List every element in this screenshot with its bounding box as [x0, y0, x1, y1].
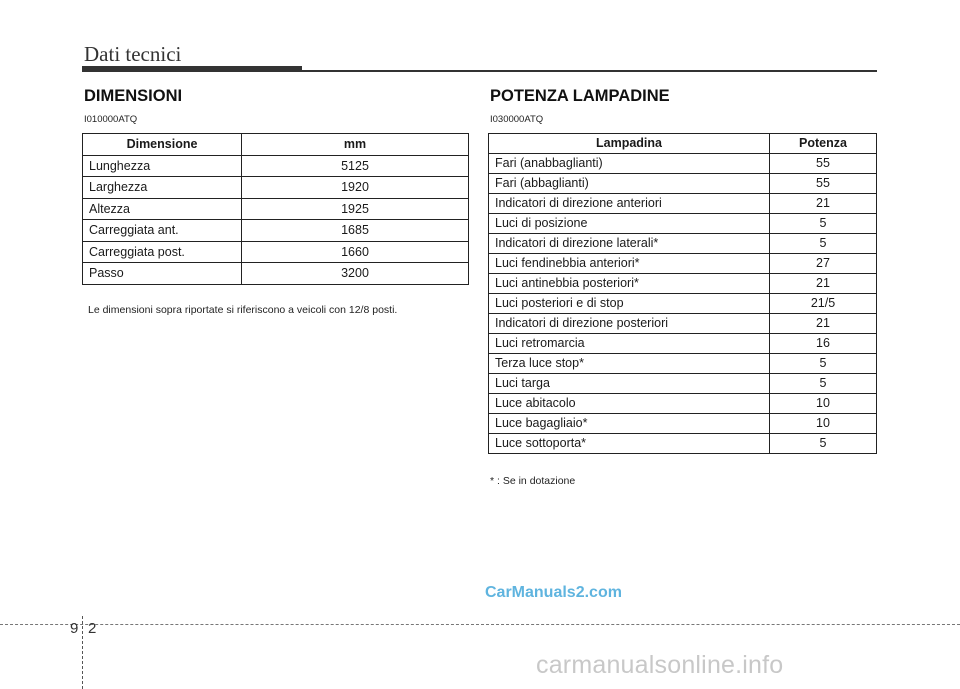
- table-row: [489, 194, 877, 214]
- page-header-title: Dati tecnici: [84, 42, 182, 66]
- dimension-value: 3200: [242, 263, 469, 285]
- bulb-power: 5: [770, 374, 877, 394]
- bulb-name: Fari (abbaglianti): [489, 174, 770, 194]
- table-row: [489, 234, 877, 254]
- table-row: [83, 198, 469, 220]
- table-row: [489, 334, 877, 354]
- bulb-name: Luci di posizione: [489, 214, 770, 234]
- dimension-value: 5125: [242, 155, 469, 177]
- bulb-name: Luci targa: [489, 374, 770, 394]
- bulbs-note: * : Se in dotazione: [490, 475, 576, 487]
- bulbs-title: POTENZA LAMPADINE: [490, 87, 670, 105]
- table-row: [83, 177, 469, 199]
- bulb-power: 5: [770, 354, 877, 374]
- bulb-name: Luci posteriori e di stop: [489, 294, 770, 314]
- dimension-name: Carreggiata post.: [83, 241, 242, 263]
- table-row: [489, 174, 877, 194]
- bulb-power: 5: [770, 234, 877, 254]
- bulb-power: 21: [770, 194, 877, 214]
- table-row: [83, 263, 469, 285]
- bulb-name: Luce sottoporta*: [489, 434, 770, 454]
- watermark-top[interactable]: CarManuals2.com: [485, 584, 622, 601]
- bulb-name: Luce bagagliaio*: [489, 414, 770, 434]
- bulb-power: 27: [770, 254, 877, 274]
- dimension-value: 1920: [242, 177, 469, 199]
- dimension-value: 1685: [242, 220, 469, 242]
- bulb-power: 16: [770, 334, 877, 354]
- column-header-mm: mm: [242, 134, 469, 156]
- table-row: [489, 294, 877, 314]
- bulbs-table: [488, 133, 877, 454]
- table-row: [489, 394, 877, 414]
- bulb-name: Luci antinebbia posteriori*: [489, 274, 770, 294]
- table-row: [489, 214, 877, 234]
- chapter-number: 9: [70, 620, 79, 637]
- bulb-name: Indicatori di direzione laterali*: [489, 234, 770, 254]
- dimension-name: Carreggiata ant.: [83, 220, 242, 242]
- dimensions-table: [82, 133, 469, 285]
- dimension-name: Passo: [83, 263, 242, 285]
- footer-vertical-line: [82, 616, 84, 689]
- bulb-name: Luci retromarcia: [489, 334, 770, 354]
- table-row: [489, 274, 877, 294]
- table-row: [489, 154, 877, 174]
- dimension-value: 1925: [242, 198, 469, 220]
- table-row: [489, 374, 877, 394]
- column-header-dimension: Dimensione: [83, 134, 242, 156]
- header-rule-thin: [300, 70, 877, 72]
- table-row: [83, 220, 469, 242]
- bulb-name: Indicatori di direzione anteriori: [489, 194, 770, 214]
- bulb-power: 21: [770, 274, 877, 294]
- dimensions-note: Le dimensioni sopra riportate si riferiscono a veicoli con 12/8 posti.: [88, 304, 398, 316]
- bulb-name: Fari (anabbaglianti): [489, 154, 770, 174]
- bulb-power: 5: [770, 434, 877, 454]
- dimensions-title: DIMENSIONI: [84, 87, 183, 105]
- table-row: [83, 155, 469, 177]
- dimensions-code: I010000ATQ: [84, 114, 138, 125]
- table-row: [489, 254, 877, 274]
- bulb-name: Terza luce stop*: [489, 354, 770, 374]
- bulb-name: Indicatori di direzione posteriori: [489, 314, 770, 334]
- column-header-power: Potenza: [770, 134, 877, 154]
- header-rule-thick: [82, 66, 302, 72]
- table-row: [489, 314, 877, 334]
- table-header-row: [83, 134, 469, 156]
- bulbs-code: I030000ATQ: [490, 114, 544, 125]
- dimension-name: Larghezza: [83, 177, 242, 199]
- dimension-value: 1660: [242, 241, 469, 263]
- bulb-power: 10: [770, 394, 877, 414]
- watermark-bottom: carmanualsonline.info: [536, 651, 784, 679]
- bulb-power: 10: [770, 414, 877, 434]
- footer-cut-line: [0, 624, 960, 625]
- bulb-power: 21: [770, 314, 877, 334]
- bulb-name: Luce abitacolo: [489, 394, 770, 414]
- bulb-name: Luci fendinebbia anteriori*: [489, 254, 770, 274]
- dimension-name: Lunghezza: [83, 155, 242, 177]
- bulb-power: 5: [770, 214, 877, 234]
- table-row: [489, 434, 877, 454]
- dimension-name: Altezza: [83, 198, 242, 220]
- bulb-power: 21/5: [770, 294, 877, 314]
- table-row: [83, 241, 469, 263]
- table-row: [489, 354, 877, 374]
- bulb-power: 55: [770, 154, 877, 174]
- bulb-power: 55: [770, 174, 877, 194]
- column-header-bulb: Lampadina: [489, 134, 770, 154]
- page-number: 2: [88, 620, 97, 637]
- table-row: [489, 414, 877, 434]
- table-header-row: [489, 134, 877, 154]
